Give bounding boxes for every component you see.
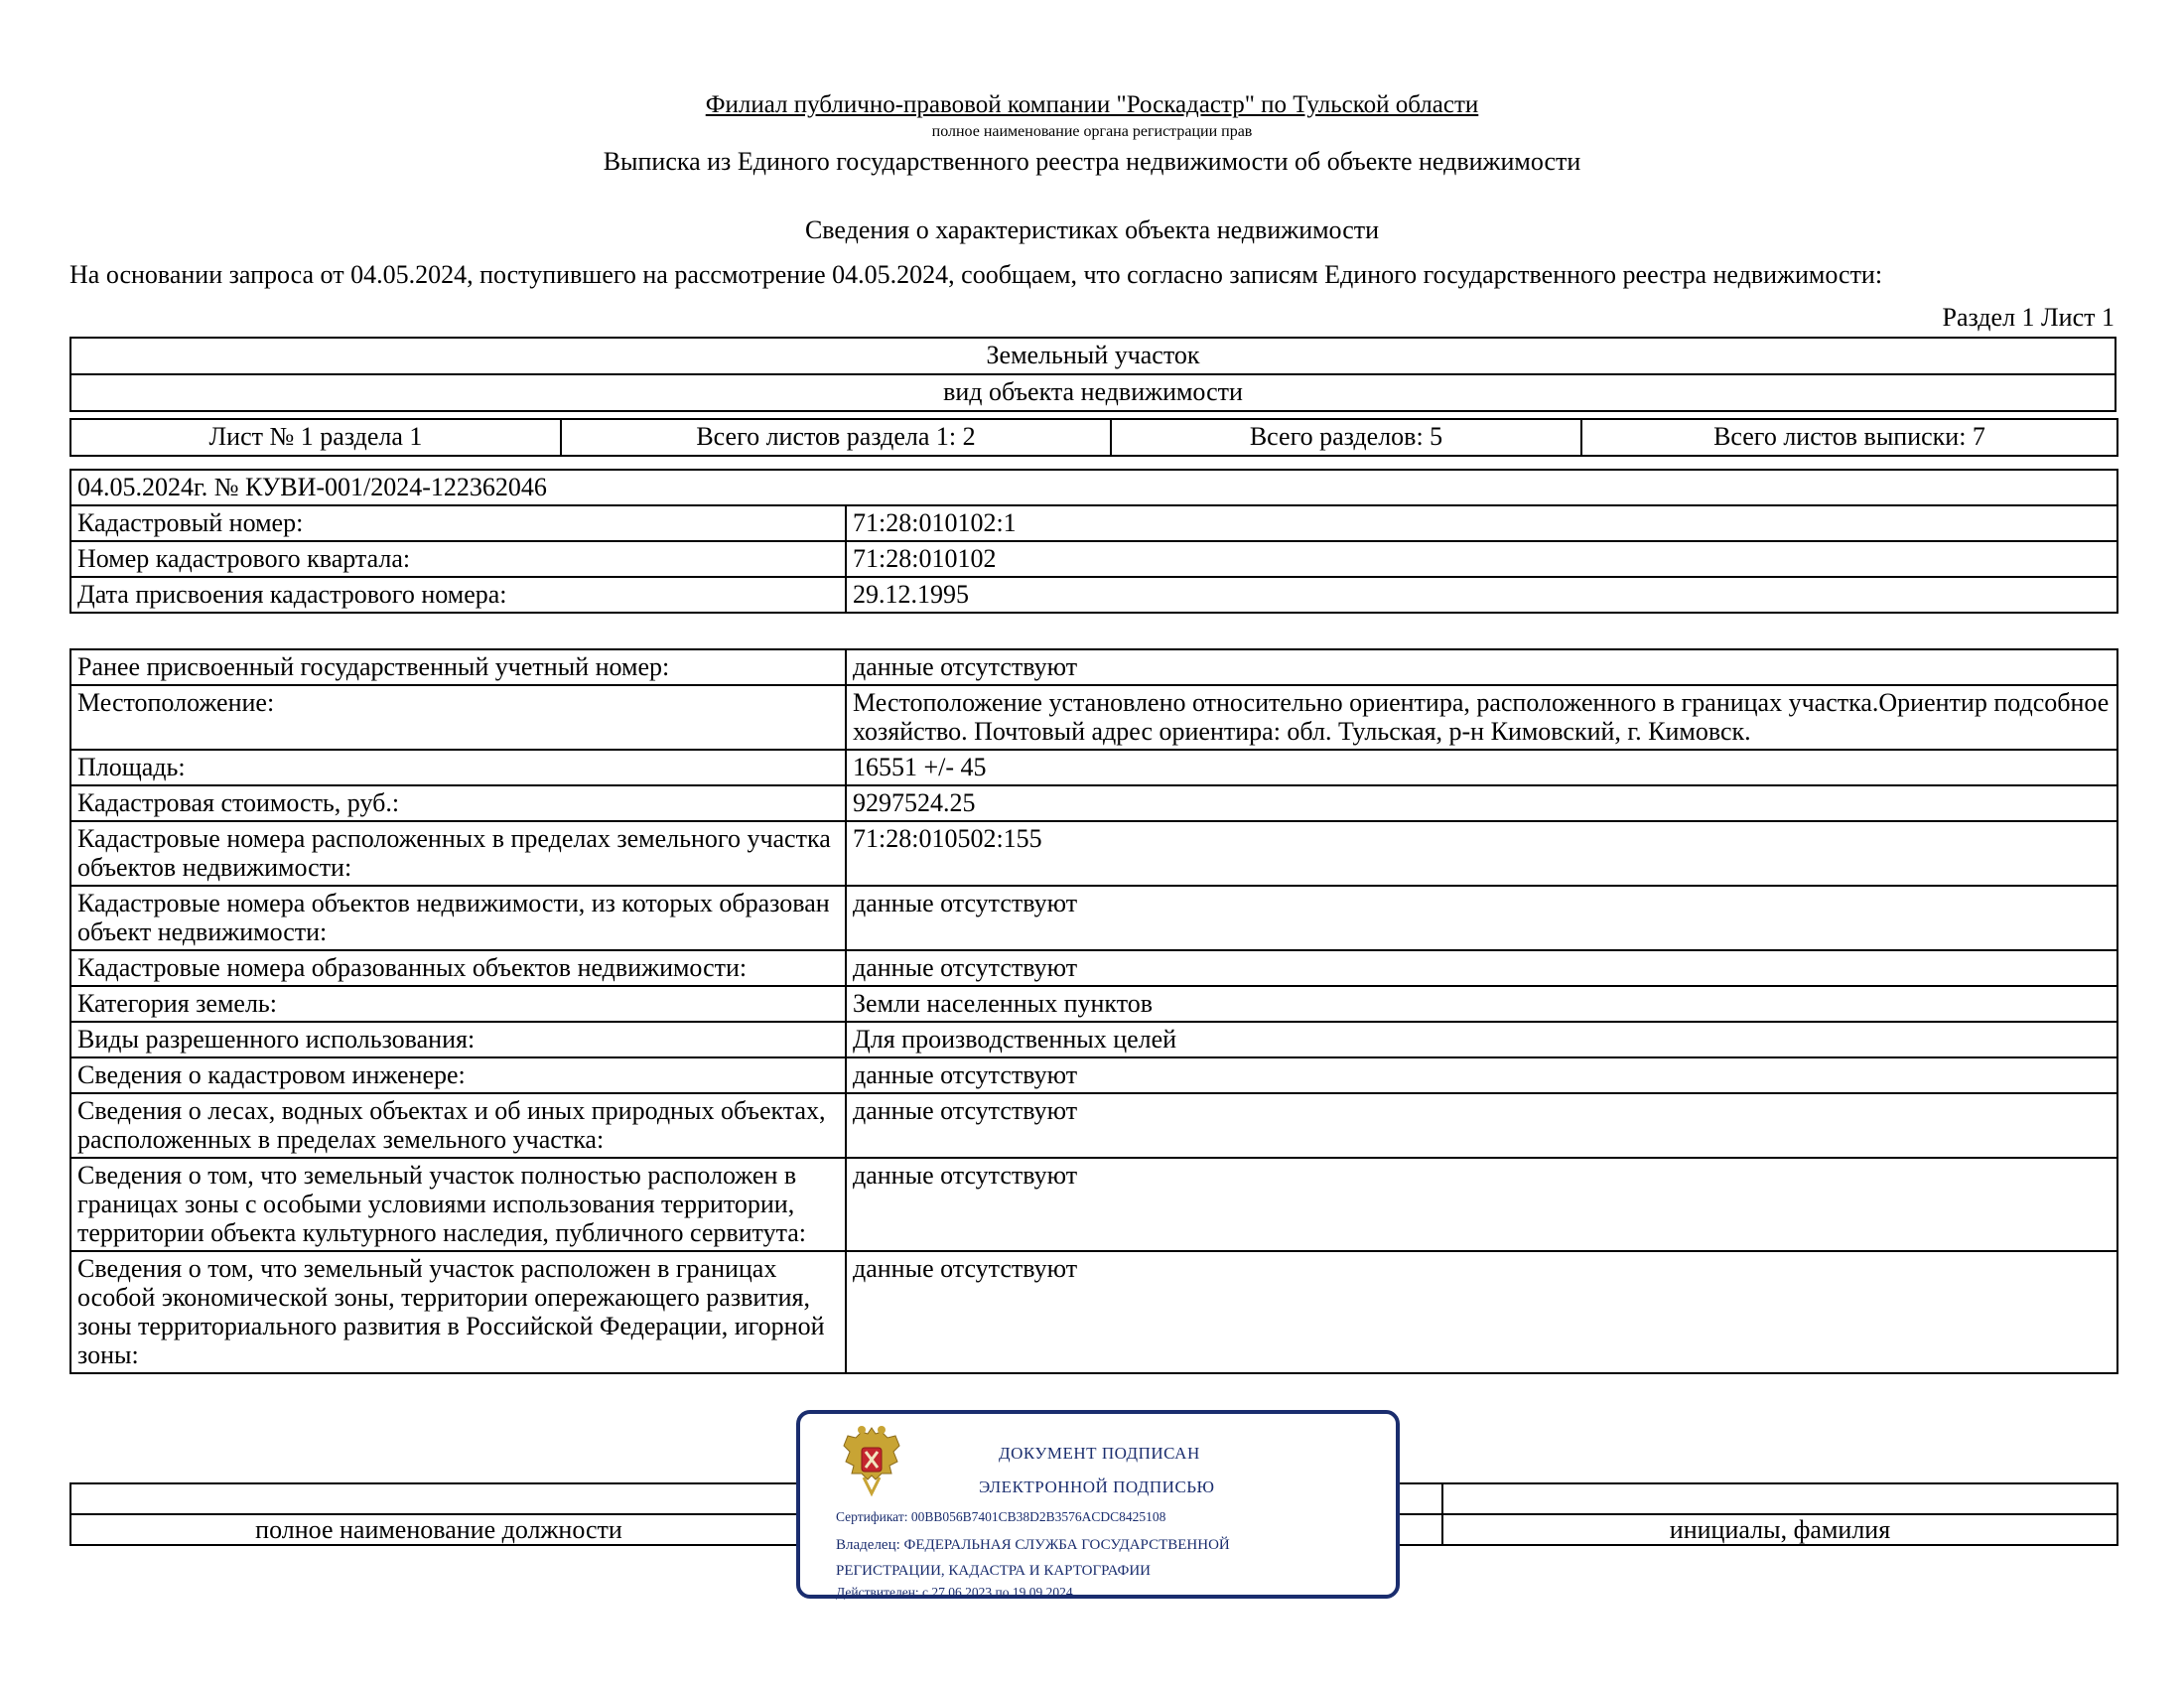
sheets-table (69, 418, 2118, 457)
basis-statement: На основании запроса от 04.05.2024, поступившего на рассмотрение 04.05.2024, сообщаем, что согласно записям Единого государственного реестра недвижимости: (69, 260, 1883, 289)
table-row (70, 577, 2117, 613)
table-row (70, 821, 2117, 886)
stamp-line-2: ЭЛЕКТРОННОЙ ПОДПИСЬЮ (979, 1477, 1215, 1496)
row-value: данные отсутствуют (846, 886, 2117, 950)
row-value: 71:28:010102 (846, 541, 2117, 577)
row-value: данные отсутствуют (846, 1093, 2117, 1158)
section-sheet-label: Раздел 1 Лист 1 (1942, 303, 2115, 332)
row-label: Кадастровые номера расположенных в пределах земельного участка объектов недвижимости: (70, 821, 846, 886)
row-value: 16551 +/- 45 (846, 750, 2117, 785)
organization-caption: полное наименование органа регистрации прав (931, 123, 1253, 140)
row-label: Ранее присвоенный государственный учетный номер: (70, 649, 846, 685)
total-sections: Всего разделов: 5 (1111, 419, 1581, 456)
table-row (70, 950, 2117, 986)
row-value: 71:28:010502:155 (846, 821, 2117, 886)
object-kind-caption: вид объекта недвижимости (70, 374, 2116, 411)
organization-name: Филиал публично-правовой компании "Роскадастр" по Тульской области (705, 91, 1479, 118)
sheet-number: Лист № 1 раздела 1 (70, 419, 561, 456)
row-value: 9297524.25 (846, 785, 2117, 821)
row-label: Кадастровые номера объектов недвижимости, из которых образован объект недвижимости: (70, 886, 846, 950)
object-kind-value: Земельный участок (70, 338, 2116, 374)
table-row (70, 750, 2117, 785)
row-label: Местоположение: (70, 685, 846, 750)
row-value: данные отсутствуют (846, 950, 2117, 986)
table-row (70, 649, 2117, 685)
total-extract-sheets: Всего листов выписки: 7 (1581, 419, 2117, 456)
row-label: Дата присвоения кадастрового номера: (70, 577, 846, 613)
details-table (69, 648, 2118, 1374)
row-label: Сведения о кадастровом инженере: (70, 1057, 846, 1093)
ident-table (69, 469, 2118, 614)
row-value: Земли населенных пунктов (846, 986, 2117, 1022)
coat-of-arms-icon (838, 1422, 905, 1497)
stamp-certificate: Сертификат: 00BB056B7401CB38D2B3576ACDC8425108 (836, 1509, 1166, 1524)
row-label: Сведения о лесах, водных объектах и об иных природных объектах, расположенных в пределах земельного участка: (70, 1093, 846, 1158)
row-value: Для производственных целей (846, 1022, 2117, 1057)
row-value: 71:28:010102:1 (846, 505, 2117, 541)
stamp-owner-cont: РЕГИСТРАЦИИ, КАДАСТРА И КАРТОГРАФИИ (836, 1563, 1151, 1579)
table-row (70, 1158, 2117, 1251)
table-row (70, 541, 2117, 577)
name-caption: инициалы, фамилия (1442, 1514, 2117, 1545)
row-value: данные отсутствуют (846, 649, 2117, 685)
table-row (70, 685, 2117, 750)
row-label: Категория земель: (70, 986, 846, 1022)
row-value: данные отсутствуют (846, 1251, 2117, 1373)
position-caption: полное наименование должности (70, 1514, 1442, 1545)
stamp-validity: Действителен: с 27.06.2023 по 19.09.2024 (836, 1585, 1073, 1600)
document-subtitle: Сведения о характеристиках объекта недвижимости (804, 215, 1380, 244)
row-label: Виды разрешенного использования: (70, 1022, 846, 1057)
object-kind-table (69, 337, 2116, 412)
row-label: Номер кадастрового квартала: (70, 541, 846, 577)
table-row (70, 1022, 2117, 1057)
table-row (70, 505, 2117, 541)
request-number: 04.05.2024г. № КУВИ-001/2024-122362046 (70, 470, 2117, 505)
table-row (70, 1057, 2117, 1093)
table-row (70, 1093, 2117, 1158)
row-label: Кадастровый номер: (70, 505, 846, 541)
document-title: Выписка из Единого государственного реестра недвижимости об объекте недвижимости (603, 147, 1581, 176)
stamp-line-1: ДОКУМЕНТ ПОДПИСАН (999, 1444, 1200, 1463)
table-row (70, 886, 2117, 950)
row-value: данные отсутствуют (846, 1057, 2117, 1093)
row-value: 29.12.1995 (846, 577, 2117, 613)
row-value: данные отсутствуют (846, 1158, 2117, 1251)
name-field (1442, 1483, 2117, 1514)
row-label: Сведения о том, что земельный участок полностью расположен в границах зоны с особыми условиями использования территории, территории объекта культурного наследия, публичного сервитута: (70, 1158, 846, 1251)
stamp-owner: Владелец: ФЕДЕРАЛЬНАЯ СЛУЖБА ГОСУДАРСТВЕННОЙ (836, 1537, 1230, 1553)
table-row (70, 986, 2117, 1022)
total-section-sheets: Всего листов раздела 1: 2 (561, 419, 1111, 456)
row-value: Местоположение установлено относительно ориентира, расположенного в границах участка.Ориентир подсобное хозяйство. Почтовый адрес ориентира: обл. Тульская, р-н Кимовский, г. Кимовск. (846, 685, 2117, 750)
row-label: Кадастровая стоимость, руб.: (70, 785, 846, 821)
electronic-signature-stamp (796, 1410, 1400, 1599)
row-label: Сведения о том, что земельный участок расположен в границах особой экономической зоны, территории опережающего развития, зоны территориального развития в Российской Федерации, игорной зоны: (70, 1251, 846, 1373)
row-label: Кадастровые номера образованных объектов недвижимости: (70, 950, 846, 986)
table-row (70, 785, 2117, 821)
table-row (70, 1251, 2117, 1373)
row-label: Площадь: (70, 750, 846, 785)
